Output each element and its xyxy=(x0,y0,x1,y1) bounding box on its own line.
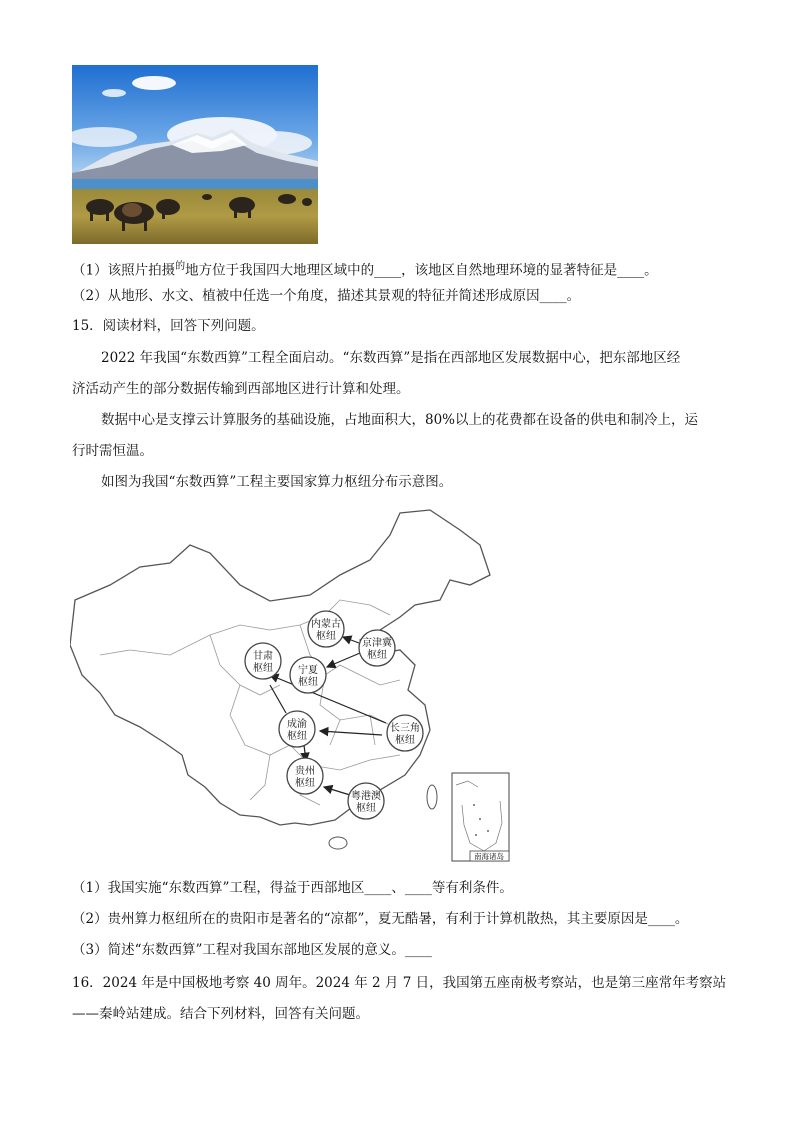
plateau-photo xyxy=(72,65,318,244)
node-label: 枢纽 xyxy=(367,650,387,661)
node-label: 枢纽 xyxy=(316,631,336,642)
q15-para1-line2: 济活动产生的部分数据传输到西部地区进行计算和处理。 xyxy=(72,381,410,397)
q16-line1: 16．2024 年是中国极地考察 40 周年。2024 年 2 月 7 日，我国第五座南极考察站，也是第三座常年考察站 xyxy=(72,975,727,991)
q15-sub1: （1）我国实施“东数西算”工程，得益于西部地区____、____等有利条件。 xyxy=(72,880,513,896)
q15-sub3: （3）简述“东数西算”工程对我国东部地区发展的意义。____ xyxy=(72,942,432,958)
q14-sub1 xyxy=(72,257,658,281)
q15-para1-line1: 2022 年我国“东数西算”工程全面启动。“东数西算”是指在西部地区发展数据中心，把东部地区经 xyxy=(101,350,681,366)
node-label: 枢纽 xyxy=(287,731,307,742)
q15-sub2: （2）贵州算力枢纽所在的贵阳市是著名的“凉都”，夏无酷暑，有利于计算机散热，其主要原因是____。 xyxy=(72,911,689,927)
node-label: 枢纽 xyxy=(395,735,415,746)
node-label: 枢纽 xyxy=(356,803,376,814)
q14-sub1-sup: 的 xyxy=(175,261,186,272)
node-label: 枢纽 xyxy=(253,663,273,674)
node-label: 长三角 xyxy=(390,723,420,734)
q16-line2: ——秦岭站建成。结合下列材料，回答有关问题。 xyxy=(72,1006,369,1022)
south-china-sea-inset xyxy=(452,773,509,861)
hainan-island xyxy=(329,837,347,849)
node-label: 甘肃 xyxy=(253,651,273,662)
taiwan-island xyxy=(427,785,437,809)
q14-sub1-text-b: 地方位于我国四大地理区域中的____，该地区自然地理环境的显著特征是____。 xyxy=(185,262,658,279)
node-label: 枢纽 xyxy=(295,778,315,789)
q14-sub2: （2）从地形、水文、植被中任选一个角度，描述其景观的特征并简述形成原因____。 xyxy=(72,288,581,304)
node-label: 枢纽 xyxy=(298,677,318,688)
node-label: 内蒙古 xyxy=(311,619,341,630)
computing-hub-map xyxy=(70,505,510,867)
node-label: 宁夏 xyxy=(298,665,318,676)
q15-para3: 如图为我国“东数西算”工程主要国家算力枢纽分布示意图。 xyxy=(101,474,453,490)
q14-sub1-text-a: （1）该照片拍摄 xyxy=(72,262,176,279)
node-label: 贵州 xyxy=(295,766,315,777)
q15-title: 15．阅读材料，回答下列问题。 xyxy=(72,318,265,334)
node-label: 粤港澳 xyxy=(351,791,381,802)
inset-label: 南海诸岛 xyxy=(474,852,504,861)
node-label: 京津冀 xyxy=(362,638,392,649)
q15-para2-line2: 行时需恒温。 xyxy=(72,443,153,459)
q15-para2-line1: 数据中心是支撑云计算服务的基础设施，占地面积大，80%以上的花费都在设备的供电和制冷上，运 xyxy=(101,412,699,428)
node-label: 成渝 xyxy=(287,719,307,730)
